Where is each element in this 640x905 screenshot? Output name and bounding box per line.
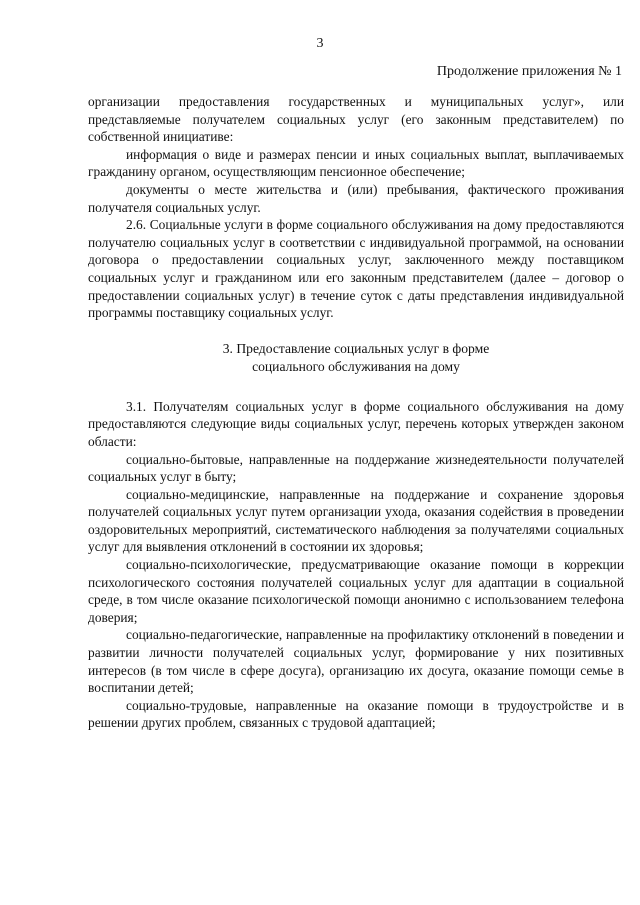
paragraph-residence-docs: документы о месте жительства и (или) пребывания, фактического проживания получателя социальных услуг. — [88, 181, 624, 215]
section-3-heading — [88, 340, 624, 376]
section-3-heading-line2: социального обслуживания на дому — [252, 358, 460, 374]
paragraph-social-pedagogical: социально-педагогические, направленные на профилактику отклонений в поведении и развитии личности получателей социальных услуг, формирование у них позитивных интересов (в том числе в сфере досуга), организацию их досуга, оказание помощи семье в воспитании детей; — [88, 627, 624, 696]
page-number: 3 — [316, 36, 324, 51]
paragraph-continuation: организации предоставления государственных и муниципальных услуг», или представляемые получателем социальных услуг (его законным представителем) по собственной инициативе: — [88, 94, 624, 145]
paragraph-2-6: 2.6. Социальные услуги в форме социального обслуживания на дому предоставляются получателю социальных услуг в соответствии с индивидуальной программой, на основании договора о предоставлении социальных услуг, заключенного между поставщиком социальных услуг и гражданином или его законным представителем (далее – договор о предоставлении социальных услуг) в течение суток с даты представления индивидуальной программы поставщику социальных услуг. — [88, 217, 624, 321]
section-3-heading-line1: 3. Предоставление социальных услуг в форме — [222, 340, 490, 356]
paragraph-social-household: социально-бытовые, направленные на поддержание жизнедеятельности получателей социальных услуг в быту; — [88, 451, 624, 485]
paragraph-social-labor: социально-трудовые, направленные на оказание помощи в трудоустройстве и в решении других проблем, связанных с трудовой адаптацией; — [88, 697, 624, 731]
paragraph-3-1: 3.1. Получателям социальных услуг в форме социального обслуживания на дому предоставляются следующие виды социальных услуг, перечень которых утвержден законом области: — [88, 398, 624, 449]
document-body — [88, 93, 624, 732]
appendix-note: Продолжение приложения № 1 — [436, 64, 622, 79]
paragraph-social-psychological: социально-психологические, предусматривающие оказание помощи в коррекции психологического состояния получателей социальных услуг для адаптации в социальной среде, в том числе оказание психологической помощи анонимно с использованием телефона доверия; — [88, 557, 624, 625]
paragraph-social-medical: социально-медицинские, направленные на поддержание и сохранение здоровья получателей социальных услуг путем организации ухода, оказания содействия в проведении оздоровительных мероприятий, систематического наблюдения за получателями социальных услуг для выявления отклонений в состоянии их здоровья; — [88, 486, 624, 555]
paragraph-pension-info: информация о виде и размерах пенсии и иных социальных выплат, выплачиваемых гражданину органом, осуществляющим пенсионное обеспечение; — [88, 146, 624, 180]
